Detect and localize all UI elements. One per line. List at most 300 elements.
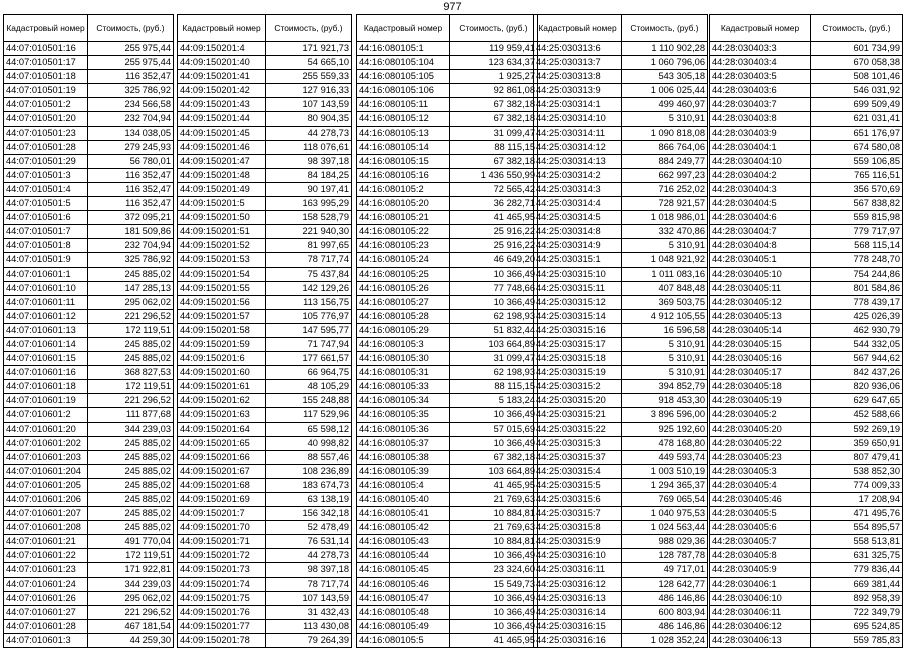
cadastral-number-cell: 44:16:080105:30 [357,352,450,366]
cadastral-number-cell: 44:16:080105:38 [357,450,450,464]
cost-cell: 25 916,22 [450,225,538,239]
cadastral-number-cell: 44:07:010601:20 [4,422,88,436]
table-row [534,197,708,211]
cost-cell: 67 382,18 [450,98,538,112]
cadastral-number-cell: 44:25:030314:12 [534,140,622,154]
cadastral-number-cell: 44:09:150201:56 [178,295,266,309]
cadastral-number-cell: 44:09:150201:48 [178,168,266,182]
cost-cell: 98 397,18 [266,563,352,577]
cadastral-number-cell: 44:09:150201:43 [178,98,266,112]
table-row [534,267,708,281]
table-row [178,98,352,112]
table-row [178,56,352,70]
cadastral-number-cell: 44:09:150201:41 [178,70,266,84]
cadastral-number-cell: 44:28:030405:16 [710,352,811,366]
cadastral-number-cell: 44:25:030314:1 [534,98,622,112]
table-row [710,337,903,351]
cost-cell: 486 146,86 [622,619,708,633]
cadastral-number-cell: 44:28:030405:2 [710,408,811,422]
cost-cell: 92 861,08 [450,84,538,98]
table-row [357,84,538,98]
cost-cell: 51 832,44 [450,323,538,337]
header-cadastral-number: Кадастровый номер [4,15,88,42]
cadastral-table [3,14,174,648]
cadastral-number-cell: 44:25:030315:5 [534,478,622,492]
table-row [178,521,352,535]
cadastral-number-cell: 44:07:010501:19 [4,84,88,98]
table-row [710,295,903,309]
cost-cell: 1 011 083,16 [622,267,708,281]
cadastral-number-cell: 44:28:030405:19 [710,394,811,408]
cost-cell: 255 975,44 [88,42,174,56]
cadastral-number-cell: 44:25:030315:9 [534,535,622,549]
cadastral-number-cell: 44:16:080105:24 [357,253,450,267]
cost-cell: 116 352,47 [88,182,174,196]
cadastral-number-cell: 44:16:080105:16 [357,168,450,182]
cost-cell: 670 058,38 [811,56,903,70]
table-row [710,112,903,126]
cadastral-number-cell: 44:07:010601:1 [4,267,88,281]
cadastral-number-cell: 44:28:030403:9 [710,126,811,140]
table-row [4,295,174,309]
table-row [4,450,174,464]
cost-cell: 41 465,95 [450,478,538,492]
table-row [534,450,708,464]
cost-cell: 801 584,86 [811,281,903,295]
cadastral-number-cell: 44:07:010601:2 [4,408,88,422]
cadastral-number-cell: 44:28:030405:1 [710,253,811,267]
cadastral-number-cell: 44:07:010601:206 [4,493,88,507]
cost-cell: 918 453,30 [622,394,708,408]
cadastral-number-cell: 44:28:030404:1 [710,140,811,154]
cost-cell: 543 305,18 [622,70,708,84]
cadastral-number-cell: 44:28:030403:3 [710,42,811,56]
cost-cell: 221 940,30 [266,225,352,239]
table-row [710,253,903,267]
cost-cell: 807 479,41 [811,450,903,464]
table-row [178,42,352,56]
table-row [534,422,708,436]
cadastral-number-cell: 44:09:150201:47 [178,154,266,168]
cadastral-number-cell: 44:07:010601:207 [4,507,88,521]
table-row [4,182,174,196]
cost-cell: 372 095,21 [88,211,174,225]
cost-cell: 134 038,05 [88,126,174,140]
table-row [710,267,903,281]
table-row [710,394,903,408]
cost-cell: 36 282,71 [450,197,538,211]
table-row [534,478,708,492]
table-header-row [710,15,903,42]
cadastral-number-cell: 44:09:150201:63 [178,408,266,422]
cadastral-number-cell: 44:25:030315:12 [534,295,622,309]
table-row [357,633,538,647]
cost-cell: 508 101,46 [811,70,903,84]
cost-cell: 107 143,59 [266,98,352,112]
table-row [534,98,708,112]
table-row [534,42,708,56]
cost-cell: 559 106,85 [811,154,903,168]
cadastral-number-cell: 44:16:080105:35 [357,408,450,422]
table-row [178,535,352,549]
cadastral-number-cell: 44:07:010601:203 [4,450,88,464]
table-row [534,380,708,394]
cadastral-number-cell: 44:09:150201:67 [178,464,266,478]
cadastral-number-cell: 44:07:010601:12 [4,309,88,323]
cost-cell: 369 503,75 [622,295,708,309]
cadastral-number-cell: 44:07:010601:3 [4,633,88,647]
cost-cell: 1 110 902,28 [622,42,708,56]
cost-cell: 158 528,79 [266,211,352,225]
cost-cell: 31 432,43 [266,605,352,619]
cost-cell: 245 885,02 [88,352,174,366]
cadastral-number-cell: 44:07:010501:5 [4,197,88,211]
table-row [178,352,352,366]
table-row [710,42,903,56]
table-row [178,436,352,450]
table-row [534,154,708,168]
table-row [710,535,903,549]
cadastral-number-cell: 44:16:080105:105 [357,70,450,84]
cadastral-number-cell: 44:07:010501:17 [4,56,88,70]
cost-cell: 221 296,52 [88,309,174,323]
cost-cell: 651 176,97 [811,126,903,140]
cadastral-number-cell: 44:28:030404:10 [710,154,811,168]
cadastral-number-cell: 44:16:080105:106 [357,84,450,98]
cost-cell: 471 495,76 [811,507,903,521]
cost-cell: 538 852,30 [811,464,903,478]
cost-cell: 5 310,91 [622,239,708,253]
table-row [710,98,903,112]
cadastral-table [356,14,538,648]
table-row [178,478,352,492]
cost-cell: 71 747,94 [266,337,352,351]
cost-cell: 559 815,98 [811,211,903,225]
cost-cell: 716 252,02 [622,182,708,196]
cadastral-number-cell: 44:07:010601:27 [4,605,88,619]
table-row [178,253,352,267]
cadastral-number-cell: 44:07:010501:8 [4,239,88,253]
cost-cell: 325 786,92 [88,84,174,98]
table-row [357,267,538,281]
cost-cell: 778 248,70 [811,253,903,267]
table-row [534,507,708,521]
cost-cell: 123 634,37 [450,56,538,70]
cadastral-number-cell: 44:07:010601:15 [4,352,88,366]
cadastral-number-cell: 44:16:080105:2 [357,182,450,196]
table-row [357,422,538,436]
cadastral-number-cell: 44:09:150201:54 [178,267,266,281]
table-row [710,84,903,98]
cadastral-number-cell: 44:09:150201:42 [178,84,266,98]
table-row [357,464,538,478]
cost-cell: 234 566,58 [88,98,174,112]
cost-cell: 21 769,63 [450,493,538,507]
table-row [534,225,708,239]
table-row [534,56,708,70]
cost-cell: 567 944,62 [811,352,903,366]
cost-cell: 41 465,95 [450,633,538,647]
cadastral-number-cell: 44:28:030405:8 [710,549,811,563]
cadastral-number-cell: 44:09:150201:75 [178,591,266,605]
cadastral-number-cell: 44:09:150201:51 [178,225,266,239]
cadastral-number-cell: 44:28:030405:4 [710,478,811,492]
cost-cell: 156 342,18 [266,507,352,521]
cadastral-number-cell: 44:25:030314:8 [534,225,622,239]
cadastral-number-cell: 44:25:030315:10 [534,267,622,281]
cadastral-number-cell: 44:09:150201:46 [178,140,266,154]
cost-cell: 779 836,44 [811,563,903,577]
cadastral-number-cell: 44:07:010501:16 [4,42,88,56]
cost-cell: 17 208,94 [811,493,903,507]
cadastral-number-cell: 44:07:010601:24 [4,577,88,591]
table-row [357,211,538,225]
cadastral-number-cell: 44:25:030315:8 [534,521,622,535]
table-row [178,126,352,140]
cost-cell: 1 006 025,44 [622,84,708,98]
cadastral-number-cell: 44:16:080105:29 [357,323,450,337]
table-row [4,577,174,591]
table-row [4,323,174,337]
cost-cell: 621 031,41 [811,112,903,126]
cadastral-number-cell: 44:09:150201:59 [178,337,266,351]
cost-cell: 62 198,93 [450,309,538,323]
cost-cell: 172 119,51 [88,549,174,563]
cost-cell: 221 296,52 [88,394,174,408]
cadastral-number-cell: 44:16:080105:39 [357,464,450,478]
cadastral-number-cell: 44:09:150201:71 [178,535,266,549]
cadastral-number-cell: 44:25:030316:10 [534,549,622,563]
table-row [4,633,174,647]
cost-cell: 1 003 510,19 [622,464,708,478]
table-row [178,408,352,422]
cadastral-number-cell: 44:16:080105:48 [357,605,450,619]
cost-cell: 394 852,79 [622,380,708,394]
cadastral-number-cell: 44:09:150201:74 [178,577,266,591]
cadastral-number-cell: 44:07:010601:21 [4,535,88,549]
cost-cell: 344 239,03 [88,577,174,591]
cost-cell: 81 997,65 [266,239,352,253]
table-row [534,112,708,126]
cadastral-number-cell: 44:16:080105:46 [357,577,450,591]
header-cadastral-number: Кадастровый номер [710,15,811,42]
cost-cell: 127 916,33 [266,84,352,98]
cost-cell: 10 884,81 [450,507,538,521]
cost-cell: 31 099,47 [450,126,538,140]
cost-cell: 499 460,97 [622,98,708,112]
cost-cell: 16 596,58 [622,323,708,337]
table-row [710,464,903,478]
cost-cell: 88 115,15 [450,380,538,394]
table-row [710,450,903,464]
cost-cell: 866 764,06 [622,140,708,154]
cost-cell: 76 531,14 [266,535,352,549]
header-cost: Стоимость, (руб.) [622,15,708,42]
cost-cell: 48 105,29 [266,380,352,394]
cost-cell: 44 278,73 [266,549,352,563]
cost-cell: 554 895,57 [811,521,903,535]
cadastral-number-cell: 44:16:080105:27 [357,295,450,309]
table-row [534,168,708,182]
cadastral-number-cell: 44:07:010601:23 [4,563,88,577]
cadastral-number-cell: 44:25:030315:4 [534,464,622,478]
table-row [710,56,903,70]
table-row [710,493,903,507]
cost-cell: 699 509,49 [811,98,903,112]
cadastral-number-cell: 44:07:010501:23 [4,126,88,140]
table-row [4,84,174,98]
table-row [4,112,174,126]
table-row [178,450,352,464]
table-row [710,507,903,521]
cost-cell: 10 366,49 [450,408,538,422]
table-row [534,309,708,323]
table-row [178,337,352,351]
table-row [4,408,174,422]
cadastral-number-cell: 44:28:030404:5 [710,197,811,211]
cost-cell: 103 664,89 [450,464,538,478]
table-row [710,309,903,323]
table-row [710,168,903,182]
cadastral-number-cell: 44:25:030316:15 [534,619,622,633]
table-row [178,422,352,436]
cadastral-number-cell: 44:25:030316:12 [534,577,622,591]
cost-cell: 1 018 986,01 [622,211,708,225]
cost-cell: 49 717,01 [622,563,708,577]
table-row [178,605,352,619]
cadastral-number-cell: 44:07:010501:9 [4,253,88,267]
cost-cell: 774 009,33 [811,478,903,492]
table-row [357,140,538,154]
cadastral-number-cell: 44:28:030405:9 [710,563,811,577]
table-row [4,493,174,507]
cadastral-number-cell: 44:28:030403:5 [710,70,811,84]
table-row [4,154,174,168]
table-row [534,70,708,84]
cadastral-number-cell: 44:09:150201:73 [178,563,266,577]
table-row [4,70,174,84]
cadastral-number-cell: 44:09:150201:78 [178,633,266,647]
cadastral-number-cell: 44:07:010501:28 [4,140,88,154]
cost-cell: 116 352,47 [88,197,174,211]
table-row [534,436,708,450]
cost-cell: 163 995,29 [266,197,352,211]
cadastral-number-cell: 44:07:010601:26 [4,591,88,605]
table-row [357,563,538,577]
table-row [357,126,538,140]
cadastral-number-cell: 44:16:080105:3 [357,337,450,351]
cost-cell: 77 748,66 [450,281,538,295]
cost-cell: 1 090 818,08 [622,126,708,140]
cost-cell: 88 557,46 [266,450,352,464]
cadastral-number-cell: 44:09:150201:57 [178,309,266,323]
cadastral-number-cell: 44:07:010601:14 [4,337,88,351]
cost-cell: 172 119,51 [88,380,174,394]
table-row [710,422,903,436]
header-cost: Стоимость, (руб.) [811,15,903,42]
cost-cell: 245 885,02 [88,521,174,535]
table-row [357,478,538,492]
table-row [178,182,352,196]
cost-cell: 54 665,10 [266,56,352,70]
table-row [4,549,174,563]
cost-cell: 245 885,02 [88,450,174,464]
header-cost: Стоимость, (руб.) [88,15,174,42]
table-row [178,211,352,225]
cadastral-number-cell: 44:09:150201:40 [178,56,266,70]
cost-cell: 769 065,54 [622,493,708,507]
cost-cell: 25 916,22 [450,239,538,253]
cadastral-number-cell: 44:16:080105:22 [357,225,450,239]
cost-cell: 78 717,74 [266,253,352,267]
cost-cell: 116 352,47 [88,70,174,84]
cost-cell: 21 769,63 [450,521,538,535]
cost-cell: 65 598,12 [266,422,352,436]
table-row [357,197,538,211]
cost-cell: 5 310,91 [622,352,708,366]
table-row [357,450,538,464]
cadastral-number-cell: 44:09:150201:4 [178,42,266,56]
cadastral-number-cell: 44:09:150201:76 [178,605,266,619]
cadastral-number-cell: 44:16:080105:13 [357,126,450,140]
header-cadastral-number: Кадастровый номер [178,15,266,42]
cost-cell: 75 437,84 [266,267,352,281]
cadastral-number-cell: 44:09:150201:49 [178,182,266,196]
table-row [4,436,174,450]
table-row [178,577,352,591]
table-row [4,253,174,267]
table-header-row [178,15,352,42]
table-row [357,70,538,84]
cadastral-number-cell: 44:28:030405:11 [710,281,811,295]
cadastral-number-cell: 44:25:030314:2 [534,168,622,182]
cadastral-number-cell: 44:28:030405:10 [710,267,811,281]
cost-cell: 78 717,74 [266,577,352,591]
table-row [178,507,352,521]
cost-cell: 486 146,86 [622,591,708,605]
table-row [710,211,903,225]
cost-cell: 10 366,49 [450,549,538,563]
cost-cell: 255 975,44 [88,56,174,70]
table-row [357,521,538,535]
table-row [178,380,352,394]
cadastral-number-cell: 44:09:150201:70 [178,521,266,535]
cost-cell: 221 296,52 [88,605,174,619]
table-row [710,563,903,577]
table-row [710,281,903,295]
table-row [534,295,708,309]
cadastral-number-cell: 44:09:150201:53 [178,253,266,267]
cadastral-number-cell: 44:09:150201:68 [178,478,266,492]
table-row [534,464,708,478]
header-cost: Стоимость, (руб.) [450,15,538,42]
table-row [4,619,174,633]
cadastral-number-cell: 44:09:150201:61 [178,380,266,394]
cadastral-number-cell: 44:16:080105:41 [357,507,450,521]
table-row [357,309,538,323]
cadastral-number-cell: 44:16:080105:11 [357,98,450,112]
cadastral-number-cell: 44:28:030406:11 [710,605,811,619]
table-row [710,323,903,337]
cost-cell: 462 930,79 [811,323,903,337]
table-row [178,140,352,154]
table-row [4,605,174,619]
cost-cell: 5 310,91 [622,366,708,380]
cadastral-number-cell: 44:16:080105:23 [357,239,450,253]
cadastral-number-cell: 44:28:030403:8 [710,112,811,126]
table-row [4,535,174,549]
table-row [4,126,174,140]
